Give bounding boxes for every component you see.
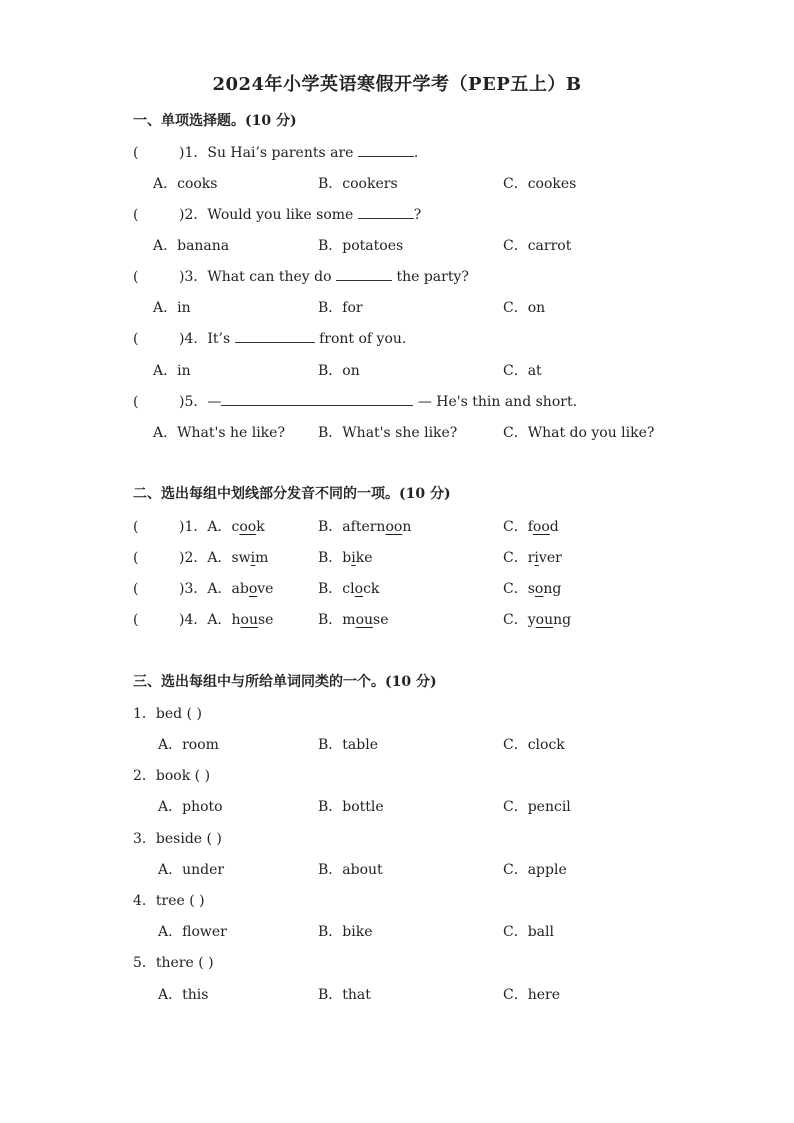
option-b-underlined: oo (385, 519, 403, 535)
option-a-word-start: sw (231, 550, 251, 566)
option-b-word-end: ke (355, 550, 373, 566)
option-c: C．apple (503, 862, 567, 878)
s3-question-1: 1．bed ( ) (133, 706, 202, 722)
option-c-label: C． (503, 519, 528, 535)
question-stem: — (207, 394, 222, 410)
s1-question-2 (133, 204, 421, 224)
option-c: C．cookes (503, 176, 577, 192)
option-b (318, 547, 373, 567)
option-c-word-start: y (527, 612, 536, 628)
option-a-label: A． (207, 550, 232, 566)
s1-question-3 (133, 266, 469, 286)
option-a: A．photo (158, 799, 223, 815)
option-a-word-start: c (231, 519, 240, 535)
option-b-word-end: se (373, 612, 389, 628)
s2-question-1 (133, 516, 265, 536)
option-a-word-end: m (255, 550, 269, 566)
option-a: A．banana (153, 238, 230, 254)
question-stem-end: ? (413, 207, 422, 223)
option-a-word-end: ve (257, 581, 274, 597)
option-c-word-end: ver (538, 550, 562, 566)
option-c-word-end: ng (543, 581, 562, 597)
option-b (318, 578, 379, 598)
option-c-word-start: s (527, 581, 535, 597)
option-c: C．here (503, 987, 560, 1003)
option-c-underlined: i (534, 550, 539, 566)
option-b: B．on (318, 363, 360, 379)
s1-question-4 (133, 328, 406, 348)
option-b-label: B． (318, 612, 343, 628)
answer-paren-open: ( (133, 331, 139, 347)
option-a-underlined: oo (239, 519, 257, 535)
option-a: A．What's he like? (153, 425, 285, 441)
option-c: C．pencil (503, 799, 571, 815)
option-a-word-start: h (231, 612, 241, 628)
option-c-word-end: ng (553, 612, 572, 628)
option-a-underlined: o (248, 581, 258, 597)
option-b (318, 516, 411, 536)
option-b: B．bottle (318, 799, 384, 815)
question-number: )2． (179, 550, 208, 566)
s3-question-4: 4．tree ( ) (133, 893, 205, 909)
option-c: C．What do you like? (503, 425, 655, 441)
option-b-label: B． (318, 550, 343, 566)
answer-blank[interactable] (235, 328, 315, 343)
option-b-word-end: ck (363, 581, 380, 597)
option-c: C．clock (503, 737, 565, 753)
option-b: B．that (318, 987, 371, 1003)
answer-paren-open: ( (133, 207, 139, 223)
s2-question-4 (133, 609, 273, 629)
answer-blank[interactable] (358, 204, 414, 219)
option-c: C．ball (503, 924, 554, 940)
question-number: )2． (179, 207, 208, 223)
option-c (503, 516, 559, 536)
option-b-word-start: m (342, 612, 356, 628)
question-number: )5． (179, 394, 208, 410)
option-c (503, 547, 562, 567)
option-c-label: C． (503, 550, 528, 566)
s2-question-2 (133, 547, 268, 567)
option-a-label: A． (207, 519, 232, 535)
option-b: B．about (318, 862, 383, 878)
answer-paren-open: ( (133, 269, 139, 285)
option-a-underlined: i (250, 550, 256, 566)
option-c-label: C． (503, 581, 528, 597)
answer-paren-open: ( (133, 394, 139, 410)
question-stem: What can they do (207, 269, 336, 285)
option-b-underlined: ou (355, 612, 374, 628)
question-number: )4． (179, 331, 208, 347)
section1-heading: 一、单项选择题。(10 分) (133, 113, 297, 129)
option-a-label: A． (207, 612, 232, 628)
option-a: A．flower (158, 924, 227, 940)
option-b: B．table (318, 737, 378, 753)
s3-question-5: 5．there ( ) (133, 955, 214, 971)
answer-paren-open: ( (133, 519, 139, 535)
option-a-word-start: ab (231, 581, 249, 597)
option-b-label: B． (318, 581, 343, 597)
option-b: B．potatoes (318, 238, 404, 254)
option-a-word-end: se (257, 612, 274, 628)
question-number: )1． (179, 145, 208, 161)
option-a: A．in (153, 363, 191, 379)
answer-blank[interactable] (221, 391, 413, 406)
section2-heading: 二、选出每组中划线部分发音不同的一项。(10 分) (133, 486, 451, 502)
option-b: B．bike (318, 924, 373, 940)
option-c-word-start: f (527, 519, 533, 535)
option-c-underlined: o (534, 581, 544, 597)
answer-blank[interactable] (358, 142, 414, 157)
page-title: 2024年小学英语寒假开学考（PEP五上）B (212, 74, 582, 95)
question-stem-end: front of you. (314, 331, 407, 347)
question-stem: It’s (207, 331, 235, 347)
question-stem-end: — He's thin and short. (413, 394, 578, 410)
option-a: A．room (158, 737, 219, 753)
option-c-word-start: r (527, 550, 535, 566)
option-c-word-end: d (549, 519, 559, 535)
option-b-word-start: aftern (342, 519, 386, 535)
question-stem-end: the party? (392, 269, 469, 285)
option-b: B．for (318, 300, 363, 316)
option-a: A．this (158, 987, 209, 1003)
option-b-underlined: i (351, 550, 356, 566)
option-b-word-start: cl (342, 581, 355, 597)
s1-question-5 (133, 391, 577, 411)
option-b (318, 609, 389, 629)
option-c: C．carrot (503, 238, 572, 254)
option-a: A．cooks (153, 176, 218, 192)
option-b: B．What's she like? (318, 425, 458, 441)
option-b: B．cookers (318, 176, 398, 192)
option-a-word-end: k (256, 519, 265, 535)
answer-paren-open: ( (133, 581, 139, 597)
s3-question-2: 2．book ( ) (133, 768, 211, 784)
question-number: )3． (179, 581, 208, 597)
option-c-underlined: ou (535, 612, 554, 628)
option-c: C．at (503, 363, 542, 379)
option-a-underlined: ou (240, 612, 258, 628)
option-a: A．under (158, 862, 225, 878)
answer-blank[interactable] (336, 266, 392, 281)
option-c-label: C． (503, 612, 528, 628)
s2-question-3 (133, 578, 273, 598)
s1-question-1 (133, 142, 418, 162)
option-b-label: B． (318, 519, 343, 535)
question-stem: Su Hai’s parents are (207, 145, 358, 161)
option-b-word-end: n (402, 519, 412, 535)
section3-heading: 三、选出每组中与所给单词同类的一个。(10 分) (133, 674, 437, 690)
option-c (503, 578, 561, 598)
question-stem-end: . (413, 145, 419, 161)
option-b-word-start: b (342, 550, 352, 566)
option-c-underlined: oo (532, 519, 550, 535)
question-number: )4． (179, 612, 208, 628)
s3-question-3: 3．beside ( ) (133, 831, 222, 847)
answer-paren-open: ( (133, 145, 139, 161)
option-a-label: A． (207, 581, 232, 597)
option-c: C．on (503, 300, 546, 316)
option-a: A．in (153, 300, 191, 316)
question-stem: Would you like some (207, 207, 358, 223)
answer-paren-open: ( (133, 612, 139, 628)
option-b-underlined: o (354, 581, 364, 597)
question-number: )3． (179, 269, 208, 285)
answer-paren-open: ( (133, 550, 139, 566)
question-number: )1． (179, 519, 208, 535)
option-c (503, 609, 571, 629)
